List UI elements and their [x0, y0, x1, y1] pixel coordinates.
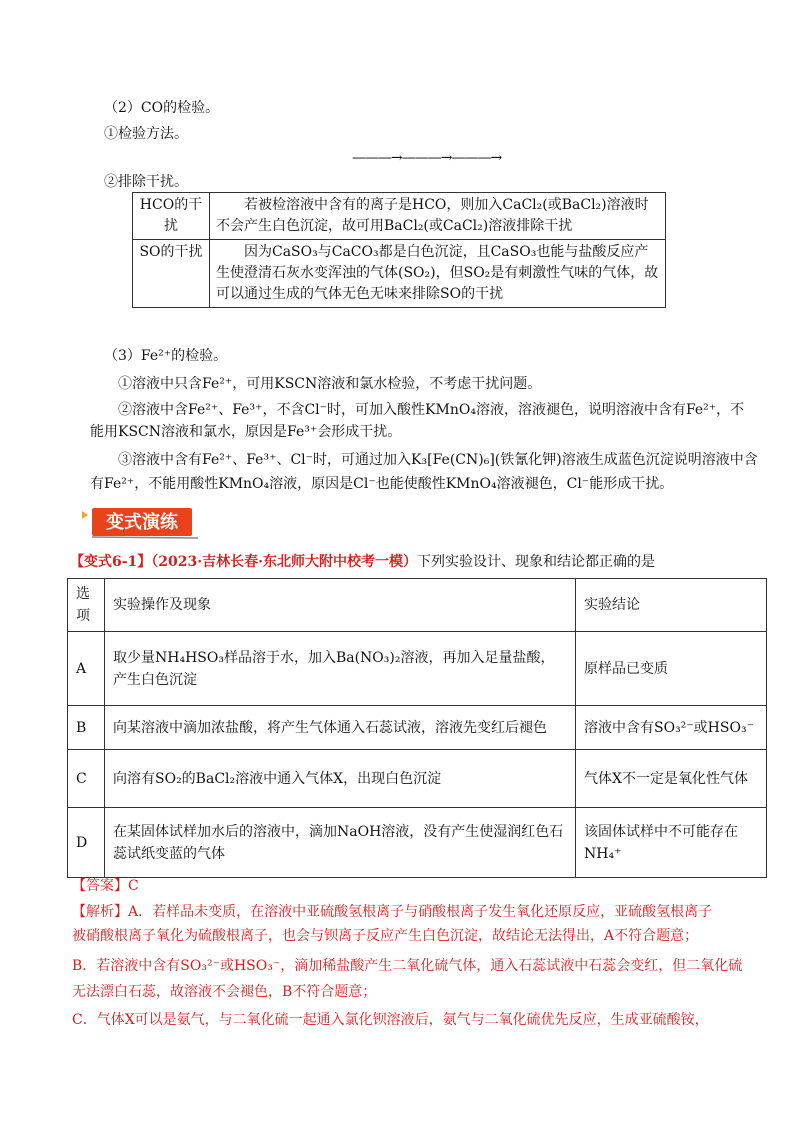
option-label: B — [68, 706, 105, 750]
analysis-b-line-1: B．若溶液中含有SO₃²⁻或HSO₃⁻，滴加稀盐酸产生二氧化硫气体，通入石蕊试液中石蕊会变红，但二氧化硫 — [72, 958, 743, 974]
sound-icon — [82, 511, 88, 519]
row-body: 因为CaSO₃与CaCO₃都是白色沉淀，且CaSO₃也能与盐酸反应产生使澄清石灰水变浑浊的气体(SO₂)，但SO₂是有刺激性气味的气体，故可以通过生成的气体无色无味来排除SO的干扰 — [210, 240, 666, 308]
option-conclusion: 气体X不一定是氧化性气体 — [576, 750, 767, 808]
option-label: C — [68, 750, 105, 808]
question-line — [70, 552, 655, 572]
table-row — [133, 193, 666, 240]
fe-paragraph-2-line-1: ②溶液中含Fe²⁺、Fe³⁺，不含Cl⁻时，可加入酸性KMnO₄溶液，溶液褪色，说明溶液中含有Fe²⁺，不 — [118, 402, 745, 418]
fe-paragraph-3-line-2: 有Fe²⁺，不能用酸性KMnO₄溶液，原因是Cl⁻也能使酸性KMnO₄溶液褪色，Cl⁻能形成干扰。 — [90, 476, 674, 492]
badge-text: 变式演练 — [106, 512, 178, 533]
option-label: A — [68, 632, 105, 706]
fe-heading: （3）Fe²⁺的检验。 — [104, 348, 228, 364]
option-conclusion: 该固体试样中不可能存在NH₄⁺ — [576, 808, 767, 878]
interference-label: ②排除干扰。 — [104, 174, 188, 190]
option-operation: 向溶有SO₂的BaCl₂溶液中通入气体X，出现白色沉淀 — [105, 750, 576, 808]
header-conclusion: 实验结论 — [576, 579, 767, 632]
option-conclusion: 溶液中含有SO₃²⁻或HSO₃⁻ — [576, 706, 767, 750]
options-table — [67, 578, 767, 878]
option-operation: 在某固体试样加水后的溶液中，滴加NaOH溶液，没有产生使湿润红色石蕊试纸变蓝的气体 — [105, 808, 576, 878]
answer-label: 【答案】C — [72, 878, 139, 894]
question-source: （2023·吉林长春·东北师大附中校考一模） — [151, 554, 418, 570]
question-tag: 【变式6-1】 — [70, 554, 152, 570]
table-row — [68, 632, 767, 706]
option-operation: 向某溶液中滴加浓盐酸，将产生气体通入石蕊试液，溶液先变红后褪色 — [105, 706, 576, 750]
table-row — [68, 750, 767, 808]
badge-underline — [92, 537, 198, 538]
interference-table — [132, 192, 666, 308]
row-head: HCO的干扰 — [133, 193, 210, 240]
row-head: SO的干扰 — [133, 240, 210, 308]
arrow-flow: ———→———→———→ — [352, 150, 502, 166]
fe-paragraph-2-line-2: 能用KSCN溶液和氯水，原因是Fe³⁺会形成干扰。 — [90, 424, 402, 440]
option-label: D — [68, 808, 105, 878]
table-row — [133, 240, 666, 308]
header-option: 选项 — [68, 579, 105, 632]
question-stem: 下列实验设计、现象和结论都正确的是 — [417, 554, 656, 570]
table-header-row — [68, 579, 767, 632]
analysis-a-line-1: 【解析】A．若样品未变质，在溶液中亚硫酸氢根离子与硝酸根离子发生氧化还原反应，亚硫酸氢根离子 — [72, 904, 713, 920]
row-body: 若被检溶液中含有的离子是HCO，则加入CaCl₂(或BaCl₂)溶液时不会产生白色沉淀，故可用BaCl₂(或CaCl₂)溶液排除干扰 — [210, 193, 666, 240]
table-row — [68, 808, 767, 878]
practice-badge — [80, 505, 200, 539]
header-operation: 实验操作及现象 — [105, 579, 576, 632]
analysis-c-line-1: C．气体X可以是氨气，与二氧化硫一起通入氯化钡溶液后，氨气与二氧化硫优先反应，生成亚硫酸铵， — [72, 1012, 709, 1028]
analysis-b-line-2: 无法漂白石蕊，故溶液不会褪色，B不符合题意； — [72, 984, 377, 1000]
co-heading: （2）CO的检验。 — [104, 100, 220, 116]
fe-paragraph-3-line-1: ③溶液中含有Fe²⁺、Fe³⁺、Cl⁻时，可通过加入K₃[Fe(CN)₆](铁氰化钾)溶液生成蓝色沉淀说明溶液中含 — [118, 452, 758, 468]
method-label: ①检验方法。 — [104, 126, 188, 142]
analysis-a-line-2: 被硝酸根离子氧化为硫酸根离子，也会与钡离子反应产生白色沉淀，故结论无法得出，A不符合题意； — [72, 928, 699, 944]
option-conclusion: 原样品已变质 — [576, 632, 767, 706]
table-row — [68, 706, 767, 750]
fe-paragraph-1: ①溶液中只含Fe²⁺，可用KSCN溶液和氯水检验，不考虑干扰问题。 — [118, 376, 542, 392]
option-operation: 取少量NH₄HSO₃样品溶于水，加入Ba(NO₃)₂溶液，再加入足量盐酸，产生白色沉淀 — [105, 632, 576, 706]
